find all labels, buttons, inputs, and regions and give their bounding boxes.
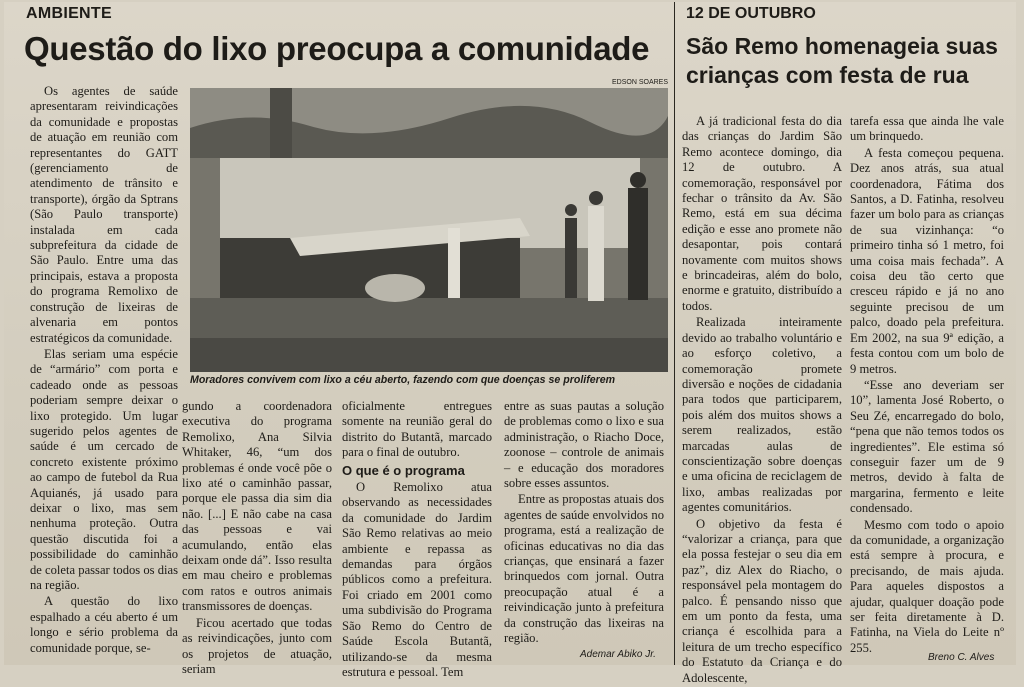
- paragraph: tarefa essa que ainda lhe vale um brinquedo.: [850, 114, 1004, 144]
- left-story-column-3: [342, 399, 492, 681]
- paragraph: O Remolixo atua observando as necessidades da comunidade do Jardim São Remo relativas ao meio ambiente e repassa as demandas para órgãos públicos como a prefeitura. Foi criado em 2001 como uma subdivisão do Programa São Remo do Centro de Saúde Escola Butantã, utilizando-se da mesma estrutura e pessoal. Tem: [342, 480, 492, 679]
- right-story-column-2: [850, 114, 1004, 657]
- news-photo: [190, 88, 668, 372]
- paragraph: Entre as propostas atuais dos agentes de saúde envolvidos no programa, está a realização de oficinas educativas no dia das crianças, que ensinará a fazer brinquedos com jornal. Outra preocupação atual é a reivindicação junto à prefeitura da construção das lixeiras na região.: [504, 492, 664, 646]
- newspaper-page: [4, 2, 1016, 685]
- right-story-column-1: [682, 114, 842, 687]
- photo-caption: Moradores convivem com lixo a céu aberto, fazendo com que doenças se proliferem: [190, 374, 616, 386]
- subheading: O que é o programa: [342, 462, 465, 478]
- date-label: 12 DE OUTUBRO: [686, 5, 816, 22]
- paragraph: A questão do lixo espalhado a céu aberto é um longo e sério problema da comunidade porque, se-: [30, 594, 178, 655]
- left-story-column-4: [504, 399, 664, 648]
- paragraph: O objetivo da festa é “valorizar a criança, para que ela possa festejar o seu dia em paz”, diz Alex do Riacho, o responsável pela montagem do palco. É pensando nisso que em um ponto da festa, uma criança é escolhida para a leitura de um trecho específico do Estatuto da Criança e do Adolescente,: [682, 516, 842, 685]
- left-headline: Questão do lixo preocupa a comunidade: [24, 30, 650, 67]
- photo-illustration: [190, 88, 668, 372]
- right-headline: São Remo homenageia suas crianças com festa de rua: [686, 33, 998, 88]
- photo-credit: EDSON SOARES: [612, 79, 669, 86]
- paragraph: A já tradicional festa do dia das crianças do Jardim São Remo acontece domingo, dia 12 de outubro. A comemoração, responsável por fechar o trânsito da Av. São Remo, está em sua décima edição e esse ano promete não desapontar, pois contará novamente com muitos shows e brincadeiras, além do bolo, enorme e gratuito, distribuído a todos.: [682, 114, 842, 313]
- left-story-column-2: [182, 399, 332, 678]
- paragraph: entre as suas pautas a solução de problemas como o lixo e sua administração, o Riacho Doce, zoonose – controle de animais – e educação dos moradores sobre esses assuntos.: [504, 399, 664, 491]
- paragraph: gundo a coordenadora executiva do programa Remolixo, Ana Silvia Whitaker, 46, “um dos problemas é onde você põe o lixo até o caminhão passar, porque ele passa dia sim dia não. [...] E não cabe na casa das pessoas e vai acumulando, então elas deixam onde dá”. Isso resulta em mau cheiro e problemas com ratos e outros animais transmissores de doenças.: [182, 399, 332, 614]
- right-byline: Breno C. Alves: [928, 652, 995, 663]
- paragraph: “Esse ano deveriam ser 10”, lamenta José Roberto, o Seu Zé, encarregado do bolo, “pena que não temos todos os ingredientes”. Ele estima só conseguir fazer um de 9 metros, devido à falta de margarina, fermento e leite condensado.: [850, 377, 1004, 516]
- paragraph: Realizada inteiramente devido ao trabalho voluntário e ao esforço coletivo, a comemoração promete diversão e noções de cidadania para todos que participarem, pois além dos muitos shows a serem realizados, estão marcadas aulas de conscientização sobre doenças e uma oficina de reciclagem de lixo, ambas realizadas por agentes comunitários.: [682, 315, 842, 515]
- paragraph: Mesmo com todo o apoio da comunidade, a organização está sempre à procura, e precisando, de mais ajuda. Para aqueles dispostos a ajudar, qualquer doação pode ser feita diretamente à D. Fatinha, na Viela do Leite nº 255.: [850, 517, 1004, 655]
- column-divider: [674, 2, 675, 665]
- paragraph: Ficou acertado que todas as reivindicações, junto com os projetos de atuação, seriam: [182, 615, 332, 676]
- paragraph: Os agentes de saúde apresentaram reivindicações da comunidade e propostas de atuação em reunião com representantes do GATT (gerenciamento de atendimento de trânsito e transporte), órgão da Sptrans (São Paulo transporte) instalada em cada subprefeitura da cidade de São Paulo. Entre uma das principais, estava a proposta do programa Remolixo de construção de lixeiras de alvenaria em pontos estratégicos da comunidade.: [30, 84, 178, 345]
- paragraph: A festa começou pequena. Dez anos atrás, sua atual coordenadora, Fátima dos Santos, a D. Fatinha, resolveu fazer um bolo para as crianças de sua vizinhança: “o primeiro tinha só 1 metro, foi uma coisa mais fechada”. A coisa deu tão certo que cresceu rápido e já no ano seguinte precisou de um palco, doado pela prefeitura. Em 2002, na sua 9ª edição, a festa contou com um bolo de 9 metros.: [850, 145, 1004, 376]
- paragraph: oficialmente entregues somente na reunião geral do distrito do Butantã, marcado para o final de outubro.: [342, 399, 492, 460]
- left-byline: Ademar Abiko Jr.: [580, 649, 656, 660]
- paragraph: Elas seriam uma espécie de “armário” com porta e cadeado onde as pessoas poderiam sempre deixar o lixo protegido. Um lugar sugerido pelos agentes de saúde é um cercado de concreto existente próximo ao campo de futebol da Rua Aquianés, já usado para deixar o lixo, mas sem nenhuma proteção. Outra questão discutida foi a possibilidade do caminhão de coleta passar todos os dias na região.: [30, 346, 178, 592]
- section-label: AMBIENTE: [26, 5, 112, 22]
- left-story-column-1: [30, 84, 178, 657]
